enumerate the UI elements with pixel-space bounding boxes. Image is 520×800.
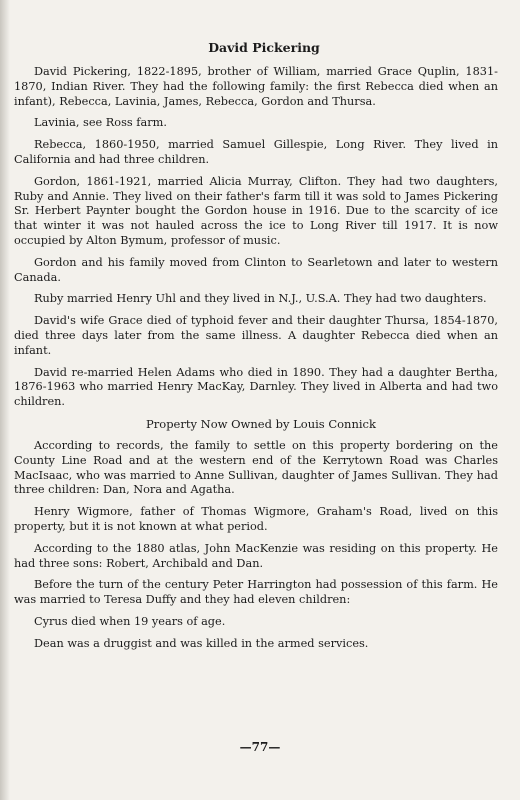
paragraph: Before the turn of the century Peter Harrington had possession of this farm. He was married to Teresa Duffy and they had eleven children: [14, 578, 498, 607]
paragraph: David Pickering, 1822-1895, brother of William, married Grace Quplin, 1831-1870, Indian River. They had the following family: the first Rebecca died when an infant), Rebecca, Lavinia, James, Rebecca, Gordon and Thursa. [14, 65, 498, 108]
paragraph: Lavinia, see Ross farm. [34, 116, 167, 130]
paragraph: Ruby married Henry Uhl and they lived in N.J., U.S.A. They had two daughters. [34, 292, 487, 306]
paragraph: According to records, the family to settle on this property bordering on the County Line Road and at the western end of the Kerrytown Road was Charles MacIsaac, who was married to Anne Sullivan, daughter of James Sullivan. They had three children: Dan, Nora and Agatha. [14, 438, 498, 497]
binding-shadow [0, 0, 10, 800]
paragraph: Henry Wigmore, father of Thomas Wigmore, Graham's Road, lived on this property, but it is not known at what period. [14, 505, 498, 533]
paragraph: David's wife Grace died of typhoid fever and their daughter Thursa, 1854-1870, died three days later from the same illness. A daughter Rebecca died when an infant. [14, 314, 498, 357]
property-subheading: Property Now Owned by Louis Connick [146, 416, 376, 431]
paragraph: Gordon and his family moved from Clinton to Searletown and later to western Canada. [14, 255, 498, 284]
paragraph: Dean was a druggist and was killed in the armed services. [34, 636, 369, 650]
paragraph: According to the 1880 atlas, John MacKenzie was residing on this property. He had three sons: Robert, Archibald and Dan. [14, 541, 498, 570]
section-heading: David Pickering [208, 40, 320, 55]
paragraph: Rebecca, 1860-1950, married Samuel Gillespie, Long River. They lived in California and had three children. [14, 138, 498, 166]
paragraph: Gordon, 1861-1921, married Alicia Murray, Clifton. They had two daughters, Ruby and Annie. They lived on their father's farm till it was sold to James Pickering Sr. Herbert Paynter bought the Gordon house in 1916. Due to the scarcity of ice that winter it was not hauled across the ice to Long River till 1917. It is now occupied by Alton Bymum, professor of music. [14, 174, 498, 247]
paragraph: Cyrus died when 19 years of age. [34, 614, 226, 628]
paragraph: David re-married Helen Adams who died in 1890. They had a daughter Bertha, 1876-1963 who married Henry MacKay, Darnley. They lived in Alberta and had two children. [14, 365, 498, 409]
page-number: —77— [239, 740, 281, 754]
